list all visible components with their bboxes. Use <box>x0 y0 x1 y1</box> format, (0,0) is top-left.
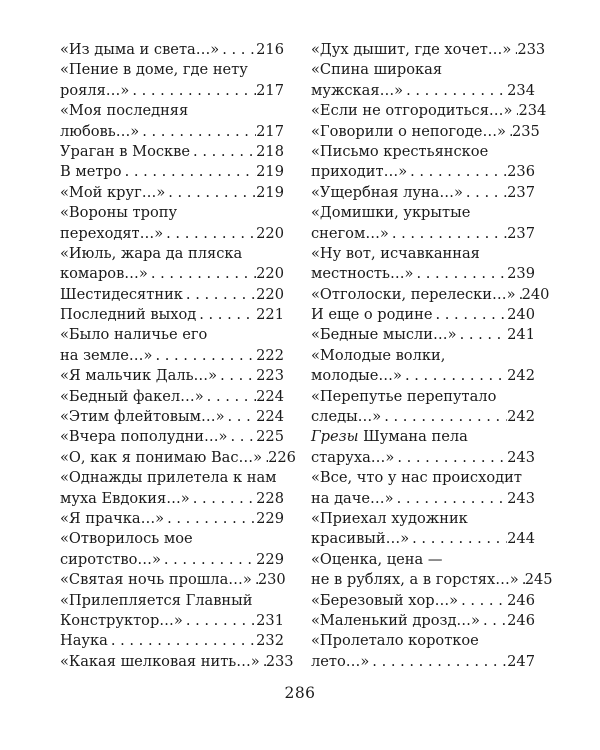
toc-entry-title: «Дух дышит, где хочет…» <box>311 41 512 58</box>
toc-entry-line <box>60 224 284 244</box>
dot-leader <box>369 652 507 672</box>
toc-entry-page: 228 <box>256 489 284 507</box>
toc-entry <box>311 468 535 509</box>
toc-entry <box>311 591 535 611</box>
toc-entry-page: 242 <box>507 408 535 426</box>
toc-entry-line <box>60 101 284 121</box>
toc-entry-title: «Вчера пополудни…» <box>60 428 228 446</box>
toc-entry-line <box>60 325 284 345</box>
toc-entry-title: «Спина широкая <box>311 61 443 79</box>
toc-entry-title: И еще о родине <box>311 306 433 324</box>
toc-entry-title: на даче…» <box>311 489 394 507</box>
toc-entry-title: «Мой круг…» <box>60 183 166 201</box>
toc-entry-title: «Молодые волки, <box>311 346 446 364</box>
toc-entry-title: «Отворилось мое <box>60 530 193 548</box>
dot-leader <box>165 183 256 203</box>
toc-entry <box>311 285 550 305</box>
toc-entry-page: 226 <box>268 448 296 466</box>
toc-entry-line <box>311 366 535 386</box>
toc-entry-title: «Домишки, укрытые <box>311 204 471 222</box>
dot-leader <box>129 81 256 101</box>
toc-entry-page: 225 <box>256 428 284 446</box>
toc-entry-title: «Июль, жара да пляска <box>60 244 243 262</box>
toc-entry-page: 217 <box>256 81 284 99</box>
toc-entry-line <box>311 203 535 223</box>
toc-entry-line <box>311 427 535 447</box>
toc-entry-page: 243 <box>507 448 535 466</box>
toc-entry-page: 245 <box>524 571 553 589</box>
toc-entry <box>60 101 284 142</box>
dot-leader <box>217 366 256 386</box>
dot-leader <box>381 407 507 427</box>
toc-entry-line <box>60 183 284 203</box>
toc-entry-line <box>311 652 535 672</box>
toc-entry-line <box>311 264 535 284</box>
toc-entry-page: 223 <box>256 367 284 385</box>
dot-leader <box>409 529 507 549</box>
toc-entry-page: 247 <box>507 652 535 670</box>
toc-entry-line <box>311 81 535 101</box>
toc-entry-line <box>60 122 284 142</box>
toc-entry-line <box>60 631 284 651</box>
toc-entry-line <box>311 40 546 60</box>
toc-entry <box>311 183 535 203</box>
toc-entry-title: «Пролетало короткое <box>311 632 479 650</box>
toc-entry-page: 236 <box>507 163 535 181</box>
toc-entry-title: на земле…» <box>60 346 153 364</box>
toc-entry-line <box>311 285 550 305</box>
dot-leader <box>183 285 256 305</box>
toc-entry-title: Грезы Шумана пела <box>311 428 468 446</box>
toc-entry-page: 239 <box>507 265 535 283</box>
toc-entry-title: «Пение в доме, где нету <box>60 61 248 79</box>
toc-entry-page: 220 <box>256 224 284 242</box>
dot-leader <box>148 264 256 284</box>
toc-entry-page: 232 <box>256 632 284 650</box>
toc-entry <box>60 244 284 285</box>
toc-entry-line <box>60 468 284 488</box>
toc-column-left <box>60 40 296 672</box>
toc-entry-line <box>60 142 284 162</box>
dot-leader <box>463 183 507 203</box>
toc-entry-line <box>60 448 296 468</box>
toc-entry-line <box>311 448 535 468</box>
toc-entry-page: 222 <box>256 346 284 364</box>
toc-entry <box>311 346 535 387</box>
toc-entry <box>311 509 535 550</box>
dot-leader <box>183 611 256 631</box>
dot-leader <box>389 224 507 244</box>
toc-entry-page: 246 <box>507 591 535 609</box>
dot-leader <box>432 305 507 325</box>
toc-entry <box>60 631 284 651</box>
toc-entry-line <box>311 611 535 631</box>
toc-entry <box>60 468 284 509</box>
toc-entry <box>60 570 284 590</box>
toc-entry-title: мужская…» <box>311 81 404 99</box>
toc-entry-line <box>60 346 284 366</box>
toc-entry-title: снегом…» <box>311 224 389 242</box>
toc-entry-line <box>60 529 284 549</box>
toc-entry-title: «Бедные мысли…» <box>311 326 457 344</box>
toc-entry-line <box>311 387 535 407</box>
dot-leader <box>407 162 507 182</box>
toc-entry-title: приходит…» <box>311 163 408 181</box>
toc-entry-line <box>311 60 535 80</box>
dot-leader <box>394 489 508 509</box>
toc-entry-line <box>311 162 535 182</box>
toc-entry-page: 244 <box>507 530 535 548</box>
toc-entry-page: 233 <box>517 41 546 58</box>
toc-entry <box>60 509 284 529</box>
toc-entry <box>311 611 535 631</box>
toc-entry-line <box>311 101 547 121</box>
toc-entry-title: «Маленький дрозд…» <box>311 611 480 629</box>
toc-entry-line <box>311 631 535 651</box>
toc-entry <box>60 529 284 570</box>
toc-entry-line <box>311 468 535 488</box>
toc-entry-title: рояля…» <box>60 81 130 99</box>
toc-entry-title: «Если не отгородиться…» <box>311 102 513 120</box>
toc-entry-title: «Прилепляется Главный <box>60 591 253 609</box>
toc-entry <box>311 60 535 101</box>
toc-entry-line <box>311 244 535 264</box>
toc-entry-page: 230 <box>257 571 286 589</box>
toc-entry-title: «Говорили о непогоде…» <box>311 122 506 140</box>
toc-entry-title: «Из дыма и света…» <box>60 41 220 58</box>
dot-leader <box>190 489 256 509</box>
toc-entry-page: 220 <box>256 285 284 303</box>
dot-leader <box>161 550 256 570</box>
toc-entry-title: красивый…» <box>311 530 410 548</box>
toc-entry-page: 231 <box>256 611 284 629</box>
toc-entry-line <box>311 224 535 244</box>
toc-entry-title: «Было наличье его <box>60 326 208 344</box>
toc-entry-line <box>311 591 535 611</box>
toc-entry-title: лето…» <box>311 652 370 670</box>
toc-entry-title: «Письмо крестьянское <box>311 142 489 160</box>
toc-entry-line <box>60 162 284 182</box>
toc-entry-line <box>311 407 535 427</box>
dot-leader <box>394 448 507 468</box>
toc-entry-title: «Моя последняя <box>60 102 189 120</box>
toc-entry-page: 220 <box>256 265 284 283</box>
toc-entry <box>311 142 535 183</box>
toc-entry-title: Последний выход <box>60 306 197 324</box>
toc-entry <box>60 366 284 386</box>
toc-entry <box>311 550 553 591</box>
toc-entry-page: 224 <box>256 387 284 405</box>
toc-entry-title: «Все, что у нас происходит <box>311 469 522 487</box>
toc-entry-line <box>311 122 540 142</box>
toc-entry-title: «Бедный факел…» <box>60 387 204 405</box>
toc-entry-page: 221 <box>256 306 284 324</box>
toc-entry-title: «Этим флейтовым…» <box>60 408 225 426</box>
toc-entry-line <box>311 529 535 549</box>
toc-entry-line <box>60 40 284 60</box>
toc-entry-line <box>60 407 284 427</box>
toc-entry <box>60 427 284 447</box>
toc-entry-line <box>60 244 284 264</box>
toc-entry-line <box>311 305 535 325</box>
toc-entry-line <box>60 427 284 447</box>
toc-entry-title: Конструктор…» <box>60 611 183 629</box>
dot-leader <box>122 162 257 182</box>
toc-entry <box>60 591 284 632</box>
page-number: 286 <box>284 684 316 702</box>
toc-entry <box>60 407 284 427</box>
toc-entry-page: 233 <box>265 652 294 670</box>
toc-entry <box>60 387 284 407</box>
toc-entry-line <box>60 203 284 223</box>
toc-entry <box>60 203 284 244</box>
toc-entry-title: следы…» <box>311 408 382 426</box>
toc-entry-page: 217 <box>256 122 284 140</box>
dot-leader <box>402 366 507 386</box>
toc-entry-title: местность…» <box>311 265 414 283</box>
toc-entry <box>311 122 540 142</box>
dot-leader <box>108 631 256 651</box>
dot-leader <box>152 346 256 366</box>
toc-entry-title: «Перепутье перепутало <box>311 387 497 405</box>
toc-entry-line <box>60 366 284 386</box>
toc-entry-line <box>60 570 284 590</box>
toc-entry-page: 218 <box>256 142 284 160</box>
dot-leader <box>139 122 256 142</box>
toc-entry <box>311 40 546 60</box>
toc-entry-line <box>311 550 535 570</box>
toc-entry-title: «Ущербная луна…» <box>311 183 463 201</box>
toc-entry <box>60 162 284 182</box>
toc-entry-page: 246 <box>507 611 535 629</box>
dot-leader <box>458 591 507 611</box>
toc-entry-page: 237 <box>507 183 535 201</box>
toc-entry-page: 219 <box>256 163 284 181</box>
toc-entry-title: сиротство…» <box>60 550 161 568</box>
toc-column-right <box>311 40 553 672</box>
toc-entry-line <box>60 285 284 305</box>
toc-entry <box>60 448 296 468</box>
toc-entry <box>311 244 535 285</box>
toc-entry-title: любовь…» <box>60 122 140 140</box>
toc-entry-line <box>311 570 553 590</box>
toc-entry-line <box>60 81 284 101</box>
dot-leader <box>204 387 256 407</box>
toc-entry-line <box>60 611 284 631</box>
toc-entry-title: «Какая шелковая нить…» <box>60 652 260 670</box>
dot-leader <box>457 325 508 345</box>
dot-leader <box>196 305 256 325</box>
toc-entry-title: Шестидесятник <box>60 285 183 303</box>
toc-entry-title: не в рублях, а в горстях…» <box>311 571 519 589</box>
toc-entry-line <box>60 591 284 611</box>
toc-entry <box>311 631 535 672</box>
toc-entry-title: переходят…» <box>60 224 164 242</box>
toc-entry-line <box>60 489 284 509</box>
toc-entry-title: «Я мальчик Даль…» <box>60 367 218 385</box>
toc-entry-page: 240 <box>521 285 550 303</box>
toc-entry-page: 237 <box>507 224 535 242</box>
dot-leader <box>403 81 507 101</box>
toc-entry-title: молодые…» <box>311 367 402 385</box>
toc-entry <box>60 60 284 101</box>
dot-leader <box>227 427 256 447</box>
toc-entry-title: Наука <box>60 632 108 650</box>
dot-leader <box>163 224 256 244</box>
toc-entry-title: В метро <box>60 163 122 181</box>
toc-entry-line <box>311 183 535 203</box>
toc-entry-title: «Березовый хор…» <box>311 591 459 609</box>
toc-entry-line <box>60 305 284 325</box>
toc-entry-page: 235 <box>511 122 540 140</box>
toc-entry-title: муха Евдокия…» <box>60 489 190 507</box>
toc-entry-line <box>60 264 284 284</box>
toc-entry-page: 241 <box>507 326 535 344</box>
toc-entry-title: «О, как я понимаю Вас…» <box>60 448 263 466</box>
toc-entry-line <box>311 489 535 509</box>
dot-leader <box>190 142 256 162</box>
dot-leader <box>219 40 256 60</box>
toc-entry-title: «Я прачка…» <box>60 509 165 527</box>
toc-entry <box>60 305 284 325</box>
toc-entry-line <box>60 387 284 407</box>
toc-entry-page: 229 <box>256 509 284 527</box>
toc-entry-title: «Вороны тропу <box>60 204 178 222</box>
toc-entry-line <box>311 325 535 345</box>
toc-entry-page: 219 <box>256 183 284 201</box>
toc-entry-title: «Отголоски, перелески…» <box>311 285 516 303</box>
toc-entry-title: «Однажды прилетела к нам <box>60 469 277 487</box>
toc-entry-title: «Святая ночь прошла…» <box>60 571 252 589</box>
toc-entry-title: Ураган в Москве <box>60 142 191 160</box>
toc-entry-page: 234 <box>507 81 535 99</box>
dot-leader <box>164 509 256 529</box>
toc-entry-line <box>60 652 294 672</box>
toc-entry <box>311 101 547 121</box>
toc-entry-page: 240 <box>507 306 535 324</box>
toc-entry-page: 243 <box>507 489 535 507</box>
toc-entry <box>311 325 535 345</box>
toc-entry <box>311 427 535 468</box>
toc-entry <box>311 203 535 244</box>
toc-entry <box>60 652 294 672</box>
toc-entry-page: 234 <box>518 102 547 120</box>
dot-leader <box>480 611 507 631</box>
toc-entry-title: «Ну вот, исчавканная <box>311 244 480 262</box>
toc-entry-line <box>311 142 535 162</box>
toc-entry <box>60 285 284 305</box>
toc-entry <box>311 387 535 428</box>
toc-entry-line <box>60 550 284 570</box>
toc-entry-title: «Приехал художник <box>311 509 468 527</box>
toc-entry-title: старуха…» <box>311 448 395 466</box>
toc-entry <box>60 183 284 203</box>
toc-entry <box>60 325 284 366</box>
toc-entry-line <box>60 509 284 529</box>
toc-entry <box>60 142 284 162</box>
toc-entry-page: 216 <box>256 41 284 58</box>
toc-entry-line <box>311 346 535 366</box>
toc-entry-title: комаров…» <box>60 265 148 283</box>
toc-entry-page: 224 <box>256 408 284 426</box>
toc-entry-line <box>60 60 284 80</box>
dot-leader <box>413 264 507 284</box>
toc-entry-line <box>311 509 535 529</box>
toc-entry-title: «Оценка, цена — <box>311 550 443 568</box>
toc-entry <box>311 305 535 325</box>
dot-leader <box>225 407 257 427</box>
toc-entry-page: 242 <box>507 367 535 385</box>
toc-entry-page: 229 <box>256 550 284 568</box>
toc-entry <box>60 40 284 60</box>
